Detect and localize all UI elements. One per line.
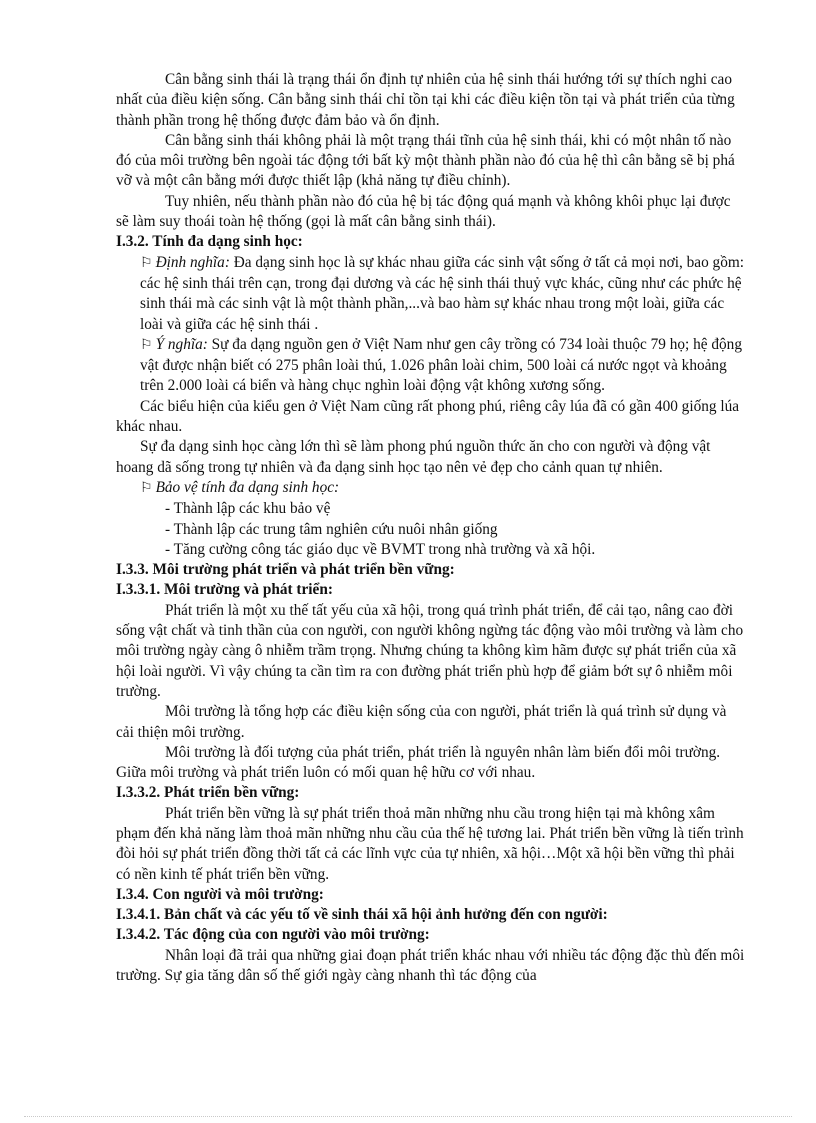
protection-item: - Thành lập các khu bảo vệ	[165, 500, 331, 518]
meaning-text: Sự đa dạng nguồn gen ở Việt Nam như gen cây trồng có 734 loài thuộc 79 họ; hệ động vật được nhận biết có 275 phân loài thú, 1.026 phân loài chim, 500 loài cá nước ngọt và khoảng trên 2.000 loài cá biển và hàng chục nghìn loài động vật không xương sống.	[140, 335, 742, 395]
paragraph-sustainability: Phát triển bền vững là sự phát triển thoả mãn những nhu cầu trong hiện tại mà không xâm phạm đến khả năng làm thoả mãn những nhu cầu của thế hệ tương lai. Phát triển bền vững là tiến trình đòi hỏi sự phát triển đồng thời tất cả các lĩnh vực của tự nhiên, xã hội…Một xã hội bền vững thì phải có nền kinh tế phát triển bền vững.	[116, 804, 744, 883]
paragraph-environment-object: Môi trường là đối tượng của phát triển, phát triển là nguyên nhân làm biến đổi môi trường. Giữa môi trường và phát triển luôn có mối quan hệ hữu cơ với nhau.	[116, 743, 721, 782]
protection-label: Bảo vệ tính đa dạng sinh học:	[155, 478, 340, 496]
meaning-paragraph	[116, 335, 746, 397]
paragraph-balance-not-static: Cân bằng sinh thái không phải là một trạng thái tĩnh của hệ sinh thái, khi có một nhân tố nào đó của môi trường bên ngoài tác động tới bất kỳ một thành phần nào đó của hệ thì cân bằng sẽ bị phá vỡ và một cân bằng mới được thiết lập (khả năng tự điều chỉnh).	[116, 131, 735, 190]
paragraph-diversity-benefit: Sự đa dạng sinh học càng lớn thì sẽ làm phong phú nguồn thức ăn cho con người và động vật hoang dã sống trong tự nhiên và đa dạng sinh học tạo nên vẻ đẹp cho cảnh quan tự nhiên.	[116, 438, 711, 476]
heading-humans-environment: I.3.4. Con người và môi trường:	[116, 885, 324, 903]
paragraph-imbalance: Tuy nhiên, nếu thành phần nào đó của hệ bị tác động quá mạnh và không khôi phục lại được sẽ làm suy thoái toàn hệ thống (gọi là mất cân bằng sinh thái).	[116, 192, 731, 231]
paragraph-environment-definition: Môi trường là tổng hợp các điều kiện sống của con người, phát triển là quá trình sử dụng và cải thiện môi trường.	[116, 703, 727, 741]
heading-sustainable-development: I.3.3. Môi trường phát triển và phát triển bền vững:	[116, 561, 455, 579]
document-page	[116, 70, 746, 986]
flag-icon: ⚐	[140, 255, 153, 271]
meaning-label: Ý nghĩa:	[155, 335, 208, 353]
heading-environment-development: I.3.3.1. Môi trường và phát triển:	[116, 581, 333, 599]
protection-item: - Thành lập các trung tâm nghiên cứu nuôi nhân giống	[165, 520, 498, 538]
paragraph-development-trend: Phát triển là một xu thế tất yếu của xã hội, trong quá trình phát triển, để cải tạo, nâng cao đời sống vật chất và tinh thần của con người, con người không ngừng tác động vào môi trường và làm cho môi trường ngày càng ô nhiễm trầm trọng. Nhưng chúng ta không kìm hãm được sự phát triển của xã hội loài người. Vì vậy chúng ta cần tìm ra con đường phát triển phù hợp để giảm bớt sự ô nhiễm môi trường.	[116, 601, 744, 700]
paragraph-ecological-balance: Cân bằng sinh thái là trạng thái ổn định tự nhiên của hệ sinh thái hướng tới sự thích nghi cao nhất của điều kiện sống. Cân bằng sinh thái chỉ tồn tại khi các điều kiện tồn tại và phát triển của từng thành phần trong hệ thống được đảm bảo và ổn định.	[116, 71, 735, 129]
heading-biodiversity: I.3.2. Tính đa dạng sinh học:	[116, 233, 303, 251]
paragraph-human-impact: Nhân loại đã trải qua những giai đoạn phát triển khác nhau với nhiều tác động đặc thù đến môi trường. Sự gia tăng dân số thế giới ngày càng nhanh thì tác động của	[116, 946, 745, 985]
flag-icon: ⚐	[140, 480, 153, 496]
protection-item: - Tăng cường công tác giáo dục về BVMT trong nhà trường và xã hội.	[165, 540, 596, 558]
flag-icon: ⚐	[140, 337, 153, 353]
paragraph-gene-expression: Các biểu hiện của kiểu gen ở Việt Nam cũng rất phong phú, riêng cây lúa đã có gần 400 giống lúa khác nhau.	[116, 397, 740, 436]
heading-nature-factors: I.3.4.1. Bản chất và các yếu tố về sinh thái xã hội ảnh hưởng đến con người:	[116, 906, 608, 924]
heading-human-impact: I.3.4.2. Tác động của con người vào môi trường:	[116, 926, 430, 944]
page-bottom-divider	[24, 1116, 792, 1117]
definition-paragraph	[116, 253, 746, 335]
heading-sustainability: I.3.3.2. Phát triển bền vững:	[116, 784, 300, 802]
protection-heading	[116, 478, 746, 499]
definition-text: Đa dạng sinh học là sự khác nhau giữa các sinh vật sống ở tất cả mọi nơi, bao gồm: các hệ sinh thái trên cạn, trong đại dương và các hệ sinh thái thuỷ vực khác, cũng như các phức hệ sinh thái mà các sinh vật là một thành phần,...và bao hàm sự khác nhau trong một loài, giữa các loài và giữa các hệ sinh thái .	[140, 253, 744, 333]
definition-label: Định nghĩa:	[155, 253, 230, 271]
